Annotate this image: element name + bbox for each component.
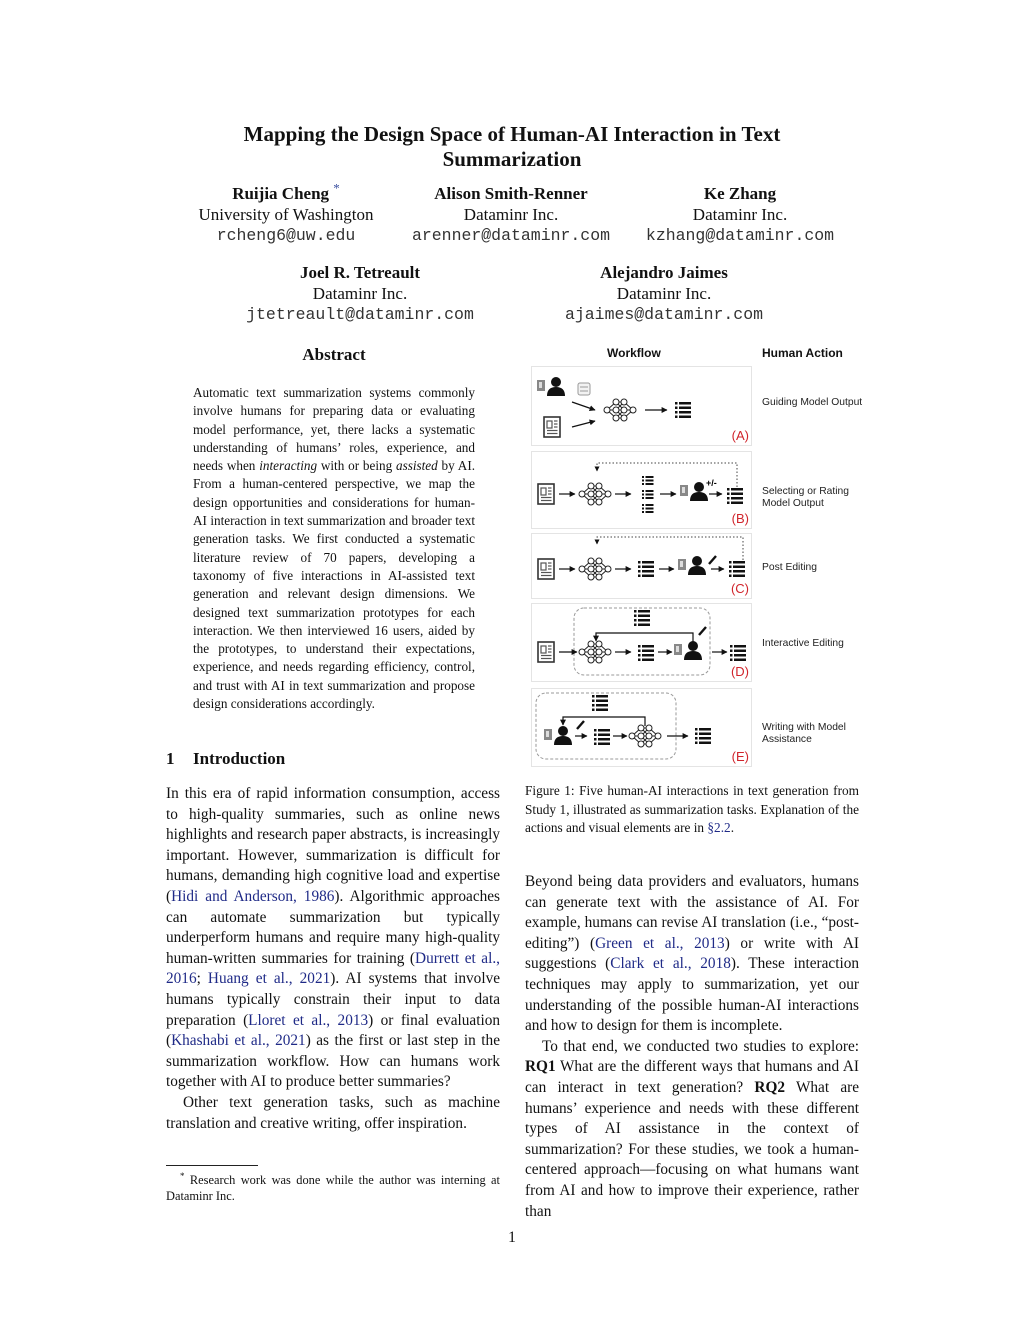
figure-panel-d (531, 603, 752, 682)
footnote-mark[interactable]: * (333, 180, 340, 196)
human-action-label: Post Editing (762, 562, 817, 573)
citation-link[interactable]: Hidi and Anderson, 1986 (171, 887, 335, 905)
feedback-loop-arrow (596, 633, 693, 644)
author-affiliation: Dataminr Inc. (312, 284, 408, 303)
pencil-icon (709, 556, 716, 564)
human-action-label: Writing with Model Assistance (762, 722, 846, 745)
panel-label: (E) (731, 749, 749, 764)
paper-title-line2: Summarization (442, 147, 582, 171)
interaction-loop-boundary (574, 608, 710, 675)
candidate-list-icon (642, 504, 654, 513)
interaction-loop-boundary (536, 693, 676, 759)
summary-list-icon (638, 561, 654, 577)
pencil-icon (577, 721, 584, 729)
section-number: 1 (166, 749, 175, 768)
document-icon (538, 559, 554, 579)
abstract-heading: Abstract (302, 345, 366, 364)
author-affiliation: Dataminr Inc. (463, 205, 559, 224)
paper-title (160, 122, 864, 172)
citation-link[interactable]: Khashabi et al., 2021 (171, 1032, 306, 1050)
citation-link[interactable]: Clark et al., 2018 (610, 955, 731, 973)
workflow-diagram-guiding (532, 367, 751, 445)
neural-network-icon (604, 399, 636, 421)
author-block (546, 262, 782, 325)
human-action-label: Selecting or Rating Model Output (762, 486, 850, 509)
paragraph: Other text generation tasks, such as machine translation and creative writing, offer inspiration. (166, 1093, 500, 1132)
summary-list-icon (695, 728, 711, 744)
citation-link[interactable]: Green et al., 2013 (595, 934, 725, 952)
document-icon (544, 417, 560, 437)
author-affiliation: Dataminr Inc. (692, 205, 788, 224)
author-name: Alison Smith-Renner (434, 184, 588, 203)
section-heading-introduction (166, 749, 285, 769)
neural-network-icon (629, 725, 661, 747)
document-icon (538, 642, 554, 662)
human-icon (674, 641, 702, 660)
human-icon (544, 726, 572, 745)
abstract-body (193, 384, 475, 713)
abstract-emphasis: interacting (259, 458, 318, 474)
abstract-emphasis: assisted (395, 458, 438, 474)
workflow-diagram-interactive-editing (532, 604, 751, 681)
abstract-text: with or being (317, 458, 396, 474)
feedback-loop-arrow (597, 537, 743, 560)
author-block (398, 183, 624, 246)
research-question-label: RQ1 (525, 1058, 556, 1076)
footnote (166, 1168, 500, 1204)
author-name: Ruijia Cheng (232, 184, 330, 203)
figure-column-header-workflow: Workflow (607, 346, 661, 360)
author-block (228, 262, 492, 325)
summary-list-icon (729, 561, 745, 577)
human-action-label: Guiding Model Output (762, 397, 863, 408)
panel-label: (B) (731, 511, 749, 526)
section-reference-link[interactable]: §2.2 (707, 820, 731, 835)
citation-link[interactable]: Lloret et al., 2013 (248, 1011, 369, 1029)
neural-network-icon (579, 483, 611, 505)
author-block (186, 180, 386, 246)
abstract-text: by AI. From a human-centered perspective, we map the design opportunities and considerations for human-AI interaction in text summarization and broader text generation tasks. We first conducted a systematic literature review of 70 papers, developing a taxonomy of five interactions in AI-assisted text generation and relevant design dimensions. We designed text summarization prototypes for each interaction. We then interviewed 16 users, aided by the prototypes, to understand their expectations, experience, and needs regarding efficiency, control, and trust with AI in text summarization and propose design considerations accordingly. (193, 458, 476, 712)
section-title: Introduction (193, 749, 286, 768)
panel-label: (D) (730, 664, 749, 679)
summary-list-icon (592, 695, 608, 711)
author-block (632, 183, 848, 246)
workflow-diagram-post-editing (532, 534, 751, 598)
candidate-list-icon (642, 490, 654, 499)
footnote-mark: * (180, 1171, 185, 1181)
human-icon (537, 377, 565, 396)
summary-list-icon (675, 402, 691, 418)
author-name: Ke Zhang (703, 184, 777, 203)
figure-panel-e (531, 688, 752, 767)
author-affiliation: University of Washington (198, 205, 374, 224)
paragraph: Beyond being data providers and evaluators, humans can generate text with the assistance of AI. For example, humans can revise AI translation (i.e., “post-editing”) (Green et al., 2013) or write with AI suggestions (Clark et al., 2018). These interaction techniques may apply to summarization, yet our understanding of the possible human-AI interactions and how to design for them is incomplete. (525, 873, 860, 1035)
neural-network-icon (579, 641, 611, 663)
intro-left-column (166, 784, 500, 1134)
figure-column-header-action: Human Action (762, 346, 843, 360)
intro-right-column (525, 872, 859, 1222)
panel-label: (A) (731, 428, 749, 443)
author-email[interactable]: kzhang@dataminr.com (645, 226, 835, 245)
figure-panel-b (531, 451, 752, 529)
figure-caption: Figure 1: Five human-AI interactions in text generation from Study 1, illustrated as summarization tasks. Explanation of the actions and visual elements are in §2.2. (525, 783, 859, 835)
author-name: Joel R. Tetreault (299, 263, 421, 282)
human-icon (678, 556, 706, 575)
summary-list-icon (638, 645, 654, 661)
author-email[interactable]: arenner@dataminr.com (411, 226, 611, 245)
arrow-icon (572, 421, 595, 427)
footnote-text: Research work was done while the author was interning at Dataminr Inc. (166, 1173, 500, 1204)
human-icon (680, 482, 708, 501)
footnote-divider (166, 1165, 258, 1166)
summary-list-icon (730, 645, 746, 661)
paper-title-line1: Mapping the Design Space of Human-AI Interaction in Text (243, 122, 781, 146)
summary-list-icon (594, 729, 610, 745)
panel-label: (C) (730, 581, 749, 596)
citation-link[interactable]: Durrett et al., 2016 (166, 949, 500, 988)
abstract-text: Automatic text summarization systems commonly involve humans for preparing data or evaluating model performance, yet, there lacks a systematic understanding of humans’ roles, experience, and needs when (193, 385, 475, 474)
author-email[interactable]: rcheng6@uw.edu (216, 226, 356, 245)
summary-list-icon (634, 610, 650, 626)
research-question-label: RQ2 (754, 1078, 786, 1096)
paragraph: In this era of rapid information consumption, access to high-quality summaries, such as online news highlights and research paper abstracts, is increasingly important. However, summarization is difficult for humans, demanding high cognitive load and expertise (Hidi and Anderson, 1986). Algorithmic approaches can automate summarization but typically underperform humans and require many high-quality human-written summaries for training (Durrett et al., 2016; Huang et al., 2021). AI systems that involve humans typically constrain their input to data preparation (Lloret et al., 2013) or final evaluation (Khashabi et al., 2021) as the first or last step in the summarization workflow. How can humans work together with AI to produce better summaries? (166, 785, 501, 1091)
figure-panel-a (531, 366, 752, 446)
database-icon (578, 383, 590, 395)
author-email[interactable]: jtetreault@dataminr.com (246, 305, 474, 324)
arrow-icon (572, 402, 595, 410)
workflow-diagram-writing-assistance (532, 689, 751, 766)
human-action-label: Interactive Editing (762, 638, 844, 649)
document-icon (538, 484, 554, 504)
paragraph: To that end, we conducted two studies to explore: RQ1 What are the different ways that humans and AI can interact in text generation? RQ2 What are humans’ experience and needs with these different types of AI assistance in the context of summarization? For these studies, we took a human-centered approach—focusing on what humans want from AI and how to improve their experience, rather than (525, 1037, 859, 1220)
author-affiliation: Dataminr Inc. (616, 284, 712, 303)
rating-symbol: +/- (706, 478, 717, 488)
pencil-icon (699, 627, 706, 635)
summary-list-icon (727, 488, 743, 504)
citation-link[interactable]: Huang et al., 2021 (207, 970, 331, 988)
neural-network-icon (579, 558, 611, 580)
workflow-diagram-selecting (532, 452, 751, 528)
figure-panel-c (531, 533, 752, 599)
candidate-list-icon (642, 476, 654, 485)
author-name: Alejandro Jaimes (600, 263, 728, 282)
author-email[interactable]: ajaimes@dataminr.com (564, 305, 764, 324)
page-number: 1 (508, 1229, 516, 1246)
feedback-loop-arrow (563, 717, 645, 726)
